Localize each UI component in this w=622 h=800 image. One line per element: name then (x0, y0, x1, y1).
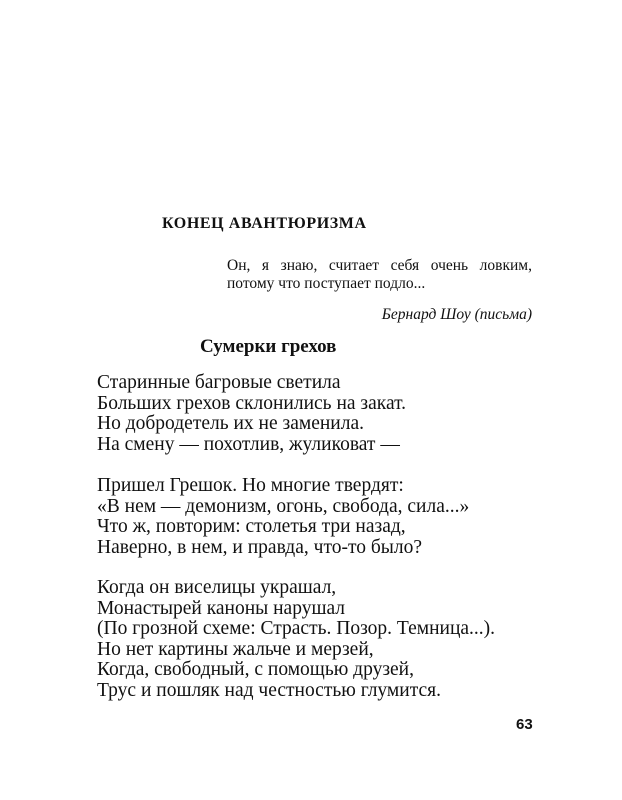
epigraph-line: Он, я знаю, считает себя очень ловким, (227, 257, 532, 274)
poem-line: (По грозной схеме: Страсть. Позор. Темница...). (97, 618, 496, 639)
poem-line: Больших грехов склонились на закат. (97, 392, 407, 414)
stanza (97, 373, 406, 455)
poem-line: Старинные багровые светила (97, 372, 341, 393)
page-number: 63 (516, 716, 533, 733)
stanza (97, 578, 495, 701)
poem-line: «В нем — демонизм, огонь, свобода, сила...» (97, 495, 470, 517)
stanza (97, 476, 469, 558)
poem-line: Монастырей каноны нарушал (97, 597, 346, 619)
poem-line: Наверно, в нем, и правда, что-то было? (97, 536, 422, 558)
poem-line: Пришел Грешок. Но многие твердят: (97, 475, 404, 496)
poem-title: Сумерки грехов (200, 336, 337, 357)
poem-line: Но добродетель их не заменила. (97, 413, 365, 434)
epigraph-line: потому что поступает подло... (227, 275, 426, 292)
poem-line: Что ж, повторим: столетья три назад, (97, 516, 406, 537)
poem-line: Трус и пошляк над честностью глумится. (97, 679, 441, 701)
chapter-title: КОНЕЦ АВАНТЮРИЗМА (162, 215, 367, 232)
poem-line: Когда, свободный, с помощью друзей, (97, 659, 414, 680)
epigraph (227, 257, 532, 293)
poem-line: Но нет картины жальче и мерзей, (97, 638, 374, 660)
poem-line: На смену — похотлив, жуликоват — (97, 433, 400, 455)
epigraph-source: Бернард Шоу (письма) (381, 306, 532, 323)
poem-line: Когда он виселицы украшал, (97, 577, 337, 598)
